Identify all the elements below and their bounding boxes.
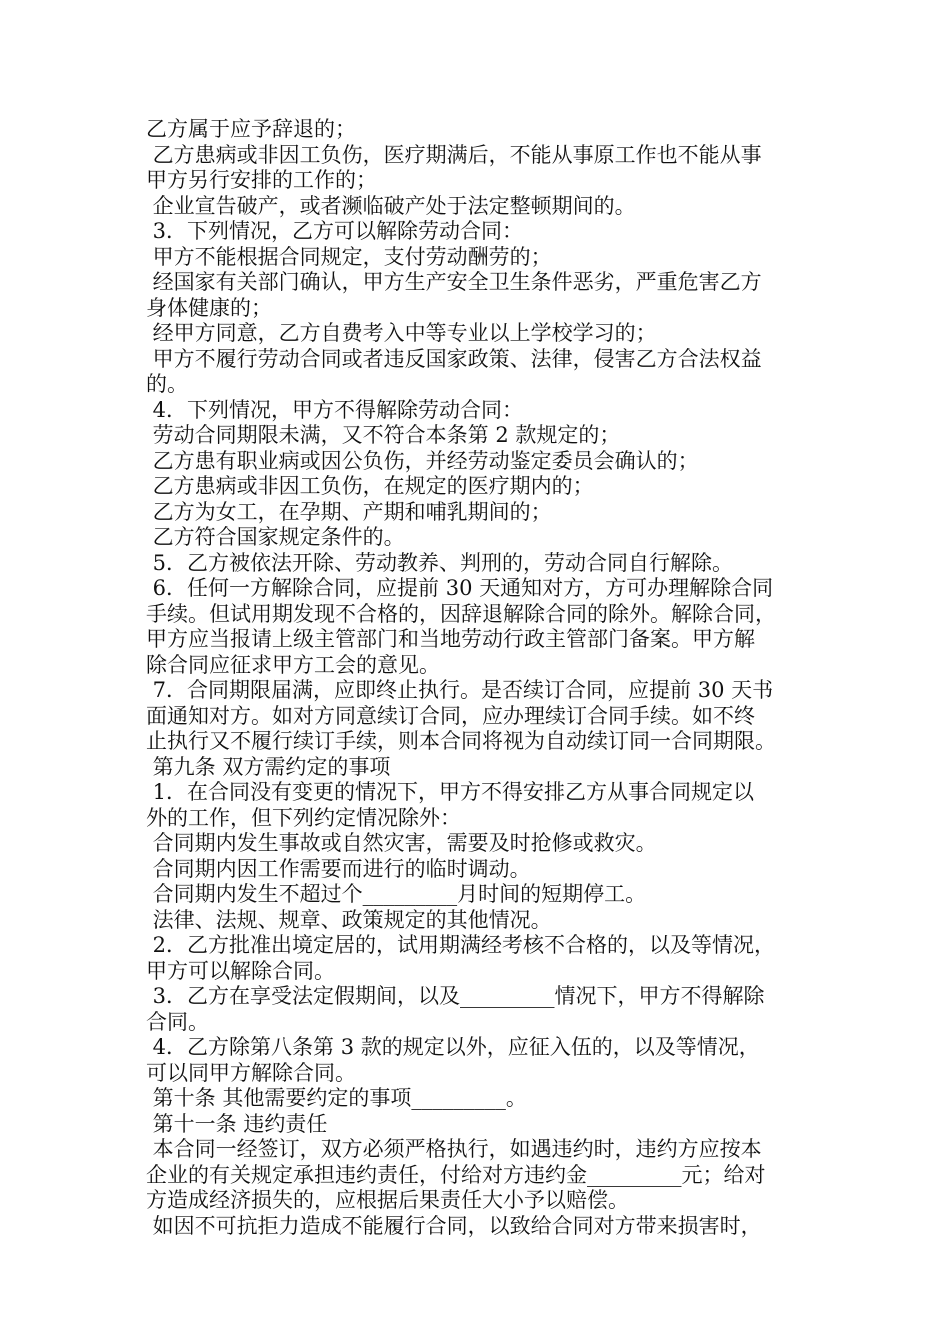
section-heading: 第十条 其他需要约定的事项_________。 bbox=[146, 1086, 527, 1110]
text-line: 4．乙方除第八条第 3 款的规定以外，应征入伍的，以及等情况， bbox=[146, 1035, 760, 1059]
text-line: 甲方应当报请上级主管部门和当地劳动行政主管部门备案。甲方解 bbox=[146, 627, 755, 651]
text-line: 2．乙方批准出境定居的，试用期满经考核不合格的，以及等情况， bbox=[146, 933, 776, 957]
text-line: 甲方不能根据合同规定，支付劳动酬劳的； bbox=[146, 244, 552, 269]
text-line: 法律、法规、规章、政策规定的其他情况。 bbox=[146, 907, 552, 932]
text-line: 本合同一经签订，双方必须严格执行，如遇违约时，违约方应按本 bbox=[146, 1137, 762, 1161]
text-line: 6．任何一方解除合同，应提前 30 天通知对方，方可办理解除合同 bbox=[146, 576, 774, 600]
text-line: 面通知对方。如对方同意续订合同，应办理续订合同手续。如不终 bbox=[146, 703, 755, 728]
text-line: 劳动合同期限未满，又不符合本条第 2 款规定的； bbox=[146, 423, 621, 447]
text-line: 3．乙方在享受法定假期间，以及_________情况下，甲方不得解除 bbox=[146, 984, 765, 1008]
text-line: 合同。 bbox=[146, 1009, 209, 1034]
text-line: 合同期内发生事故或自然灾害，需要及时抢修或救灾。 bbox=[146, 831, 657, 855]
text-line: 乙方患有职业病或因公负伤，并经劳动鉴定委员会确认的； bbox=[146, 448, 699, 473]
text-line: 可以同甲方解除合同。 bbox=[146, 1060, 356, 1085]
text-line: 甲方可以解除合同。 bbox=[146, 958, 335, 983]
contract-text-body bbox=[146, 117, 818, 1239]
text-line: 4．下列情况，甲方不得解除劳动合同： bbox=[146, 397, 524, 422]
text-line: 乙方属于应予辞退的； bbox=[146, 117, 356, 141]
text-line: 企业的有关规定承担违约责任，付给对方违约金_________元；给对 bbox=[146, 1162, 766, 1187]
text-line: 乙方患病或非因工负伤，医疗期满后，不能从事原工作也不能从事 bbox=[146, 142, 762, 167]
text-line: 除合同应征求甲方工会的意见。 bbox=[146, 652, 440, 677]
text-line: 甲方另行安排的工作的； bbox=[146, 168, 377, 192]
text-line: 企业宣告破产，或者濒临破产处于法定整顿期间的。 bbox=[146, 193, 636, 218]
text-line: 经国家有关部门确认，甲方生产安全卫生条件恶劣，严重危害乙方 bbox=[146, 270, 762, 294]
text-line: 经甲方同意，乙方自费考入中等专业以上学校学习的； bbox=[146, 321, 657, 345]
text-line: 5．乙方被依法开除、劳动教养、判刑的，劳动合同自行解除。 bbox=[146, 550, 734, 575]
text-line: 的。 bbox=[146, 372, 188, 396]
section-heading: 第十一条 违约责任 bbox=[146, 1111, 328, 1136]
text-line: 方造成经济损失的，应根据后果责任大小予以赔偿。 bbox=[146, 1188, 629, 1212]
text-line: 外的工作，但下列约定情况除外： bbox=[146, 805, 461, 830]
text-line: 7．合同期限届满，应即终止执行。是否续订合同，应提前 30 天书 bbox=[146, 678, 774, 702]
text-line: 如因不可抗拒力造成不能履行合同，以致给合同对方带来损害时， bbox=[146, 1213, 762, 1238]
text-line: 身体健康的； bbox=[146, 295, 272, 320]
text-line: 乙方为女工，在孕期、产期和哺乳期间的； bbox=[146, 499, 552, 524]
text-line: 乙方符合国家规定条件的。 bbox=[146, 525, 405, 549]
text-line: 合同期内因工作需要而进行的临时调动。 bbox=[146, 856, 531, 881]
text-line: 乙方患病或非因工负伤，在规定的医疗期内的； bbox=[146, 474, 594, 498]
text-line: 手续。但试用期发现不合格的，因辞退解除合同的除外。解除合同， bbox=[146, 601, 776, 626]
section-heading: 第九条 双方需约定的事项 bbox=[146, 754, 391, 779]
text-line: 甲方不履行劳动合同或者违反国家政策、法律，侵害乙方合法权益 bbox=[146, 346, 762, 371]
text-line: 3．下列情况，乙方可以解除劳动合同： bbox=[146, 219, 524, 243]
text-line: 合同期内发生不超过个_________月时间的短期停工。 bbox=[146, 882, 647, 906]
text-line: 1．在合同没有变更的情况下，甲方不得安排乙方从事合同规定以 bbox=[146, 780, 755, 804]
text-line: 止执行又不履行续订手续，则本合同将视为自动续订同一合同期限。 bbox=[146, 729, 776, 753]
